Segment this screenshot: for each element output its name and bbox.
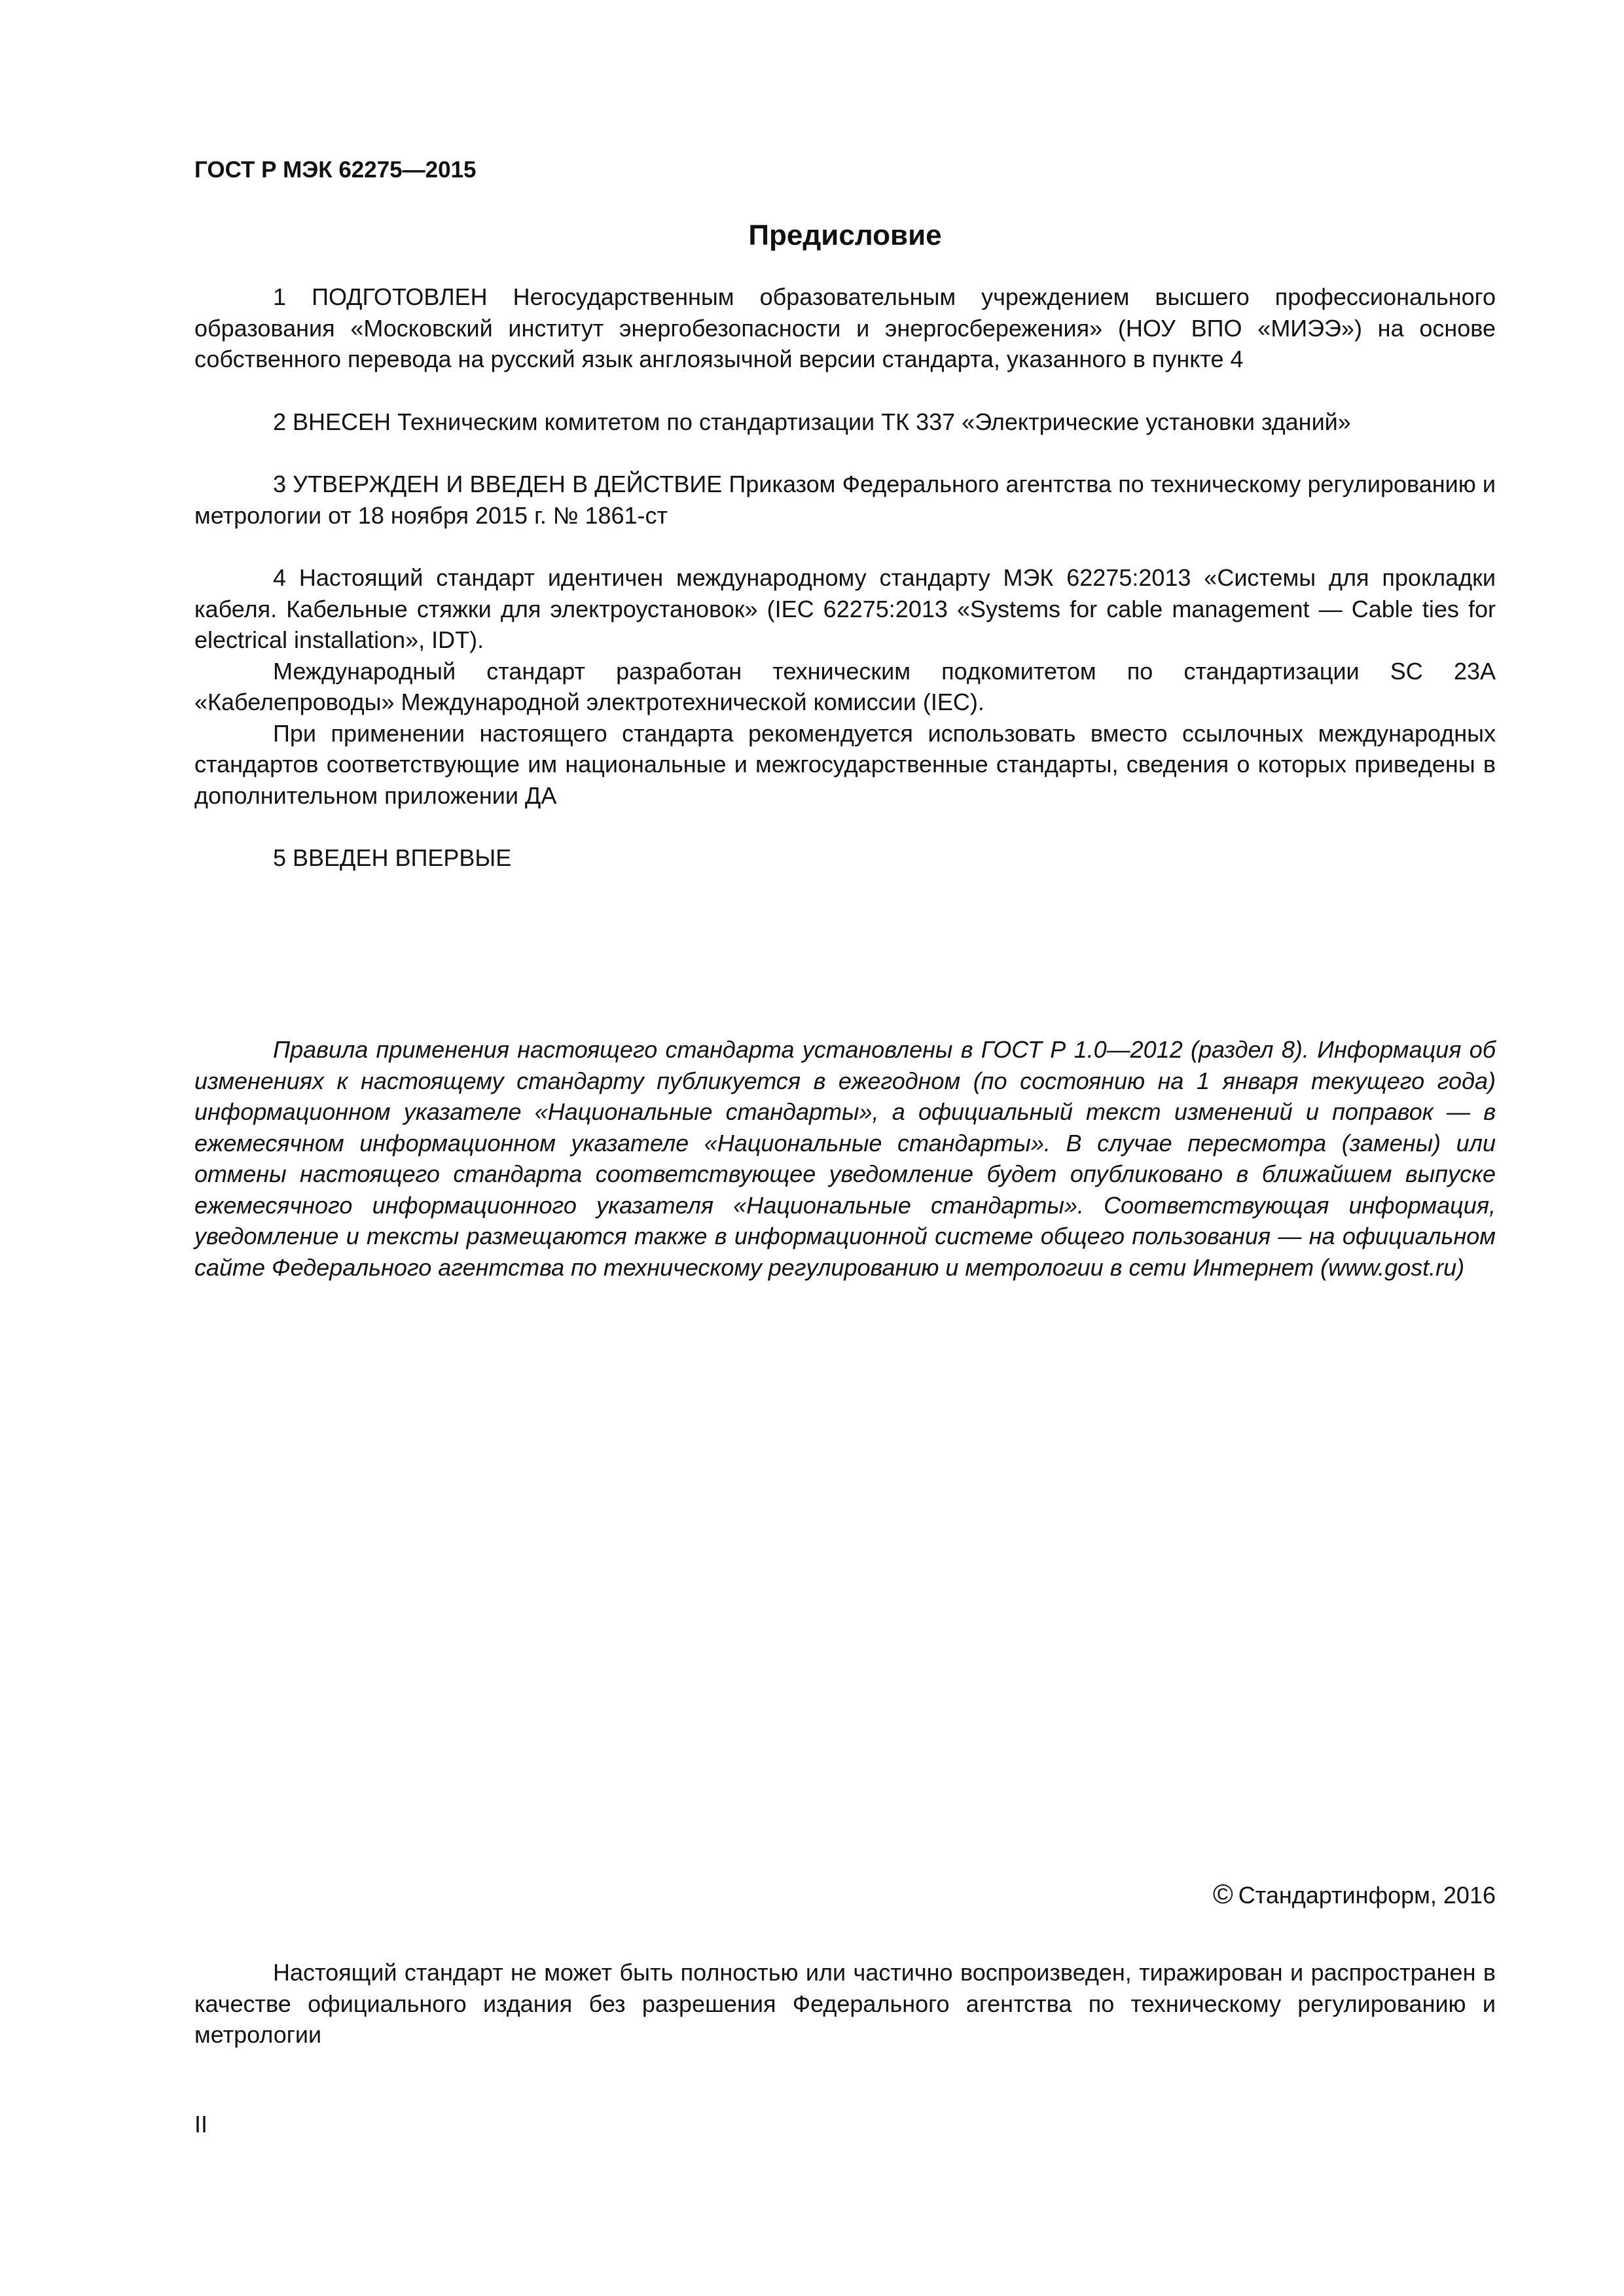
reproduction-notice: Настоящий стандарт не может быть полностью или частично воспроизведен, тиражирован и распространен в качестве официального издания без разрешения Федерального агентства по техническому регулированию и метрологии: [194, 1959, 1496, 2048]
foreword-item-5: [194, 842, 1496, 874]
page-number: II: [194, 2111, 208, 2138]
page-title: Предисловие: [748, 219, 942, 251]
foreword-item-1: [194, 281, 1496, 375]
foreword-item-4: [194, 562, 1496, 811]
foreword-item-4-subparagraph-2: При применении настоящего стандарта рекомендуется использовать вместо ссылочных международных стандартов соответствующие им национальные и межгосударственные стандарты, сведения о которых приведены в дополнительном приложении ДА: [194, 719, 1496, 809]
document-page: [194, 0, 1496, 2296]
copyright-icon: ©: [1212, 1878, 1233, 1909]
document-code: ГОСТ Р МЭК 62275—2015: [194, 157, 477, 183]
foreword-item-3-text: 3 УТВЕРЖДЕН И ВВЕДЕН В ДЕЙСТВИЕ Приказом Федерального агентства по техническому регулированию и метрологии от 18 ноября 2015 г. № 1861-ст: [194, 471, 1496, 529]
foreword-item-2-text: 2 ВНЕСЕН Техническим комитетом по стандартизации ТК 337 «Электрические установки зданий»: [273, 408, 1351, 435]
application-rules-notice: Правила применения настоящего стандарта установлены в ГОСТ Р 1.0—2012 (раздел 8). Информация об изменениях к настоящему стандарту публикуется в ежегодном (по состоянию на 1 января текущего года) информационном указателе «Национальные стандарты», а официальный текст изменений и поправок — в ежемесячном информационном указателе «Национальные стандарты». В случае пересмотра (замены) или отмены настоящего стандарта соответствующее уведомление будет опубликовано в ближайшем выпуске ежемесячного информационного указателя «Национальные стандарты». Соответствующая информация, уведомление и тексты размещаются также в информационной системе общего пользования — на официальном сайте Федерального агентства по техническому регулированию и метрологии в сети Интернет (www.gost.ru): [194, 1036, 1496, 1281]
copyright-line: [1213, 1878, 1496, 1911]
foreword-item-1-text: 1 ПОДГОТОВЛЕН Негосударственным образовательным учреждением высшего профессионального образования «Московский институт энергобезопасности и энергосбережения» (НОУ ВПО «МИЭЭ») на основе собственного перевода на русский язык англоязычной версии стандарта, указанного в пункте 4: [194, 283, 1496, 372]
foreword-item-2: [194, 406, 1496, 438]
foreword-items: [194, 281, 1496, 874]
foreword-item-4-subparagraph-1: Международный стандарт разработан техническим подкомитетом по стандартизации SC 23A «Кабелепроводы» Международной электротехнической комиссии (IEC).: [194, 657, 1496, 715]
foreword-item-3: [194, 469, 1496, 531]
foreword-item-4-text: 4 Настоящий стандарт идентичен международному стандарту МЭК 62275:2013 «Системы для прокладки кабеля. Кабельные стяжки для электроустановок» (IEC 62275:2013 «Systems for cable management — Cable ties for electrical installation», IDT).: [194, 564, 1496, 653]
copyright-text: Стандартинформ, 2016: [1238, 1882, 1496, 1909]
foreword-item-5-text: 5 ВВЕДЕН ВПЕРВЫЕ: [273, 844, 512, 871]
